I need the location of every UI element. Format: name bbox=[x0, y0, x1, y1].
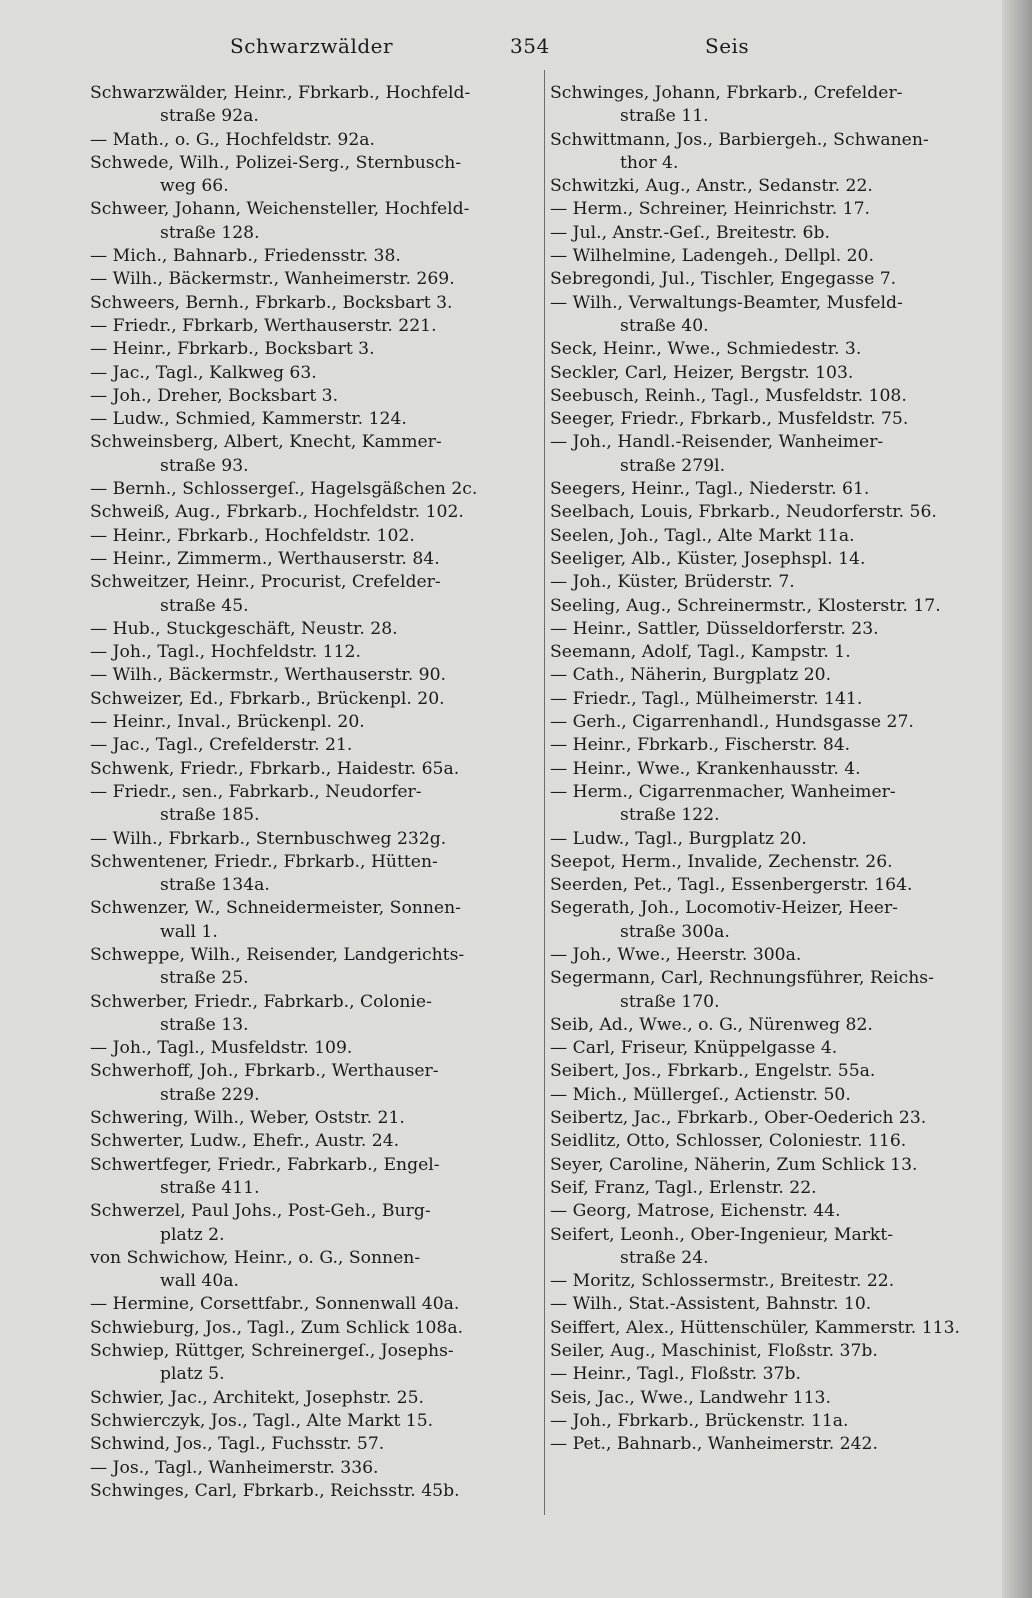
directory-entry-line: Schwede, Wilh., Polizei-Serg., Sternbusch- bbox=[90, 152, 462, 173]
directory-entry-line: Seis, Jac., Wwe., Landwehr 113. bbox=[550, 1387, 831, 1408]
directory-entry-line: — Joh., Tagl., Musfeldstr. 109. bbox=[90, 1038, 353, 1059]
directory-entry-line: — Joh., Fbrkarb., Brückenstr. 11a. bbox=[550, 1410, 849, 1431]
directory-entry-line: — Bernh., Schlossergeſ., Hagelsgäßchen 2c. bbox=[90, 479, 478, 500]
directory-entry-line: — Pet., Bahnarb., Wanheimerstr. 242. bbox=[550, 1434, 878, 1455]
directory-entry-line: — Friedr., Fbrkarb, Werthauserstr. 221. bbox=[90, 315, 437, 336]
directory-entry-line: Schwinges, Carl, Fbrkarb., Reichsstr. 45b. bbox=[90, 1480, 460, 1501]
directory-entry-line: — Gerh., Cigarrenhandl., Hundsgasse 27. bbox=[550, 712, 914, 733]
directory-entry-line: Seeliger, Alb., Küster, Josephspl. 14. bbox=[550, 548, 866, 569]
directory-entry-line: — Wilh., Bäckermstr., Werthauserstr. 90. bbox=[90, 665, 446, 686]
directory-entry-line: thor 4. bbox=[620, 152, 679, 173]
directory-entry-line: straße 13. bbox=[160, 1014, 249, 1035]
directory-entry-line: Seifert, Leonh., Ober-Ingenieur, Markt- bbox=[550, 1224, 894, 1245]
directory-entry-line: straße 122. bbox=[620, 805, 720, 826]
directory-entry-line: straße 92a. bbox=[160, 106, 259, 127]
directory-entry-line: Segermann, Carl, Rechnungsführer, Reichs- bbox=[550, 968, 934, 989]
directory-entry-line: straße 93. bbox=[160, 455, 249, 476]
directory-entry-line: Schweitzer, Heinr., Procurist, Crefelder- bbox=[90, 572, 441, 593]
directory-entry-line: Schwerber, Friedr., Fabrkarb., Colonie- bbox=[90, 991, 432, 1012]
directory-entry-line: Schwind, Jos., Tagl., Fuchsstr. 57. bbox=[90, 1434, 385, 1455]
directory-entry-line: — Ludw., Tagl., Burgplatz 20. bbox=[550, 828, 807, 849]
directory-entry-line: Seeger, Friedr., Fbrkarb., Musfeldstr. 75. bbox=[550, 409, 909, 430]
directory-entry-line: wall 1. bbox=[160, 921, 218, 942]
directory-entry-line: — Herm., Schreiner, Heinrichstr. 17. bbox=[550, 199, 871, 220]
directory-entry-line: — Ludw., Schmied, Kammerstr. 124. bbox=[90, 409, 407, 430]
directory-entry-line: — Mich., Müllergeſ., Actienstr. 50. bbox=[550, 1084, 851, 1105]
directory-entry-line: straße 185. bbox=[160, 805, 260, 826]
directory-entry-line: — Heinr., Fbrkarb., Bocksbart 3. bbox=[90, 339, 375, 360]
directory-entry-line: straße 25. bbox=[160, 968, 249, 989]
page-number: 354 bbox=[510, 34, 550, 58]
directory-entry-line: Seck, Heinr., Wwe., Schmiedestr. 3. bbox=[550, 339, 862, 360]
directory-entry-line: — Friedr., sen., Fabrkarb., Neudorfer- bbox=[90, 781, 422, 802]
directory-entry-line: straße 40. bbox=[620, 315, 709, 336]
directory-entry-line: — Georg, Matrose, Eichenstr. 44. bbox=[550, 1201, 841, 1222]
directory-entry-line: platz 2. bbox=[160, 1224, 225, 1245]
left-column bbox=[90, 82, 536, 1503]
directory-entry-line: Seelbach, Louis, Fbrkarb., Neudorferstr. 56. bbox=[550, 502, 937, 523]
directory-entry-line: Schwentener, Friedr., Fbrkarb., Hütten- bbox=[90, 851, 438, 872]
directory-entry-line: — Mich., Bahnarb., Friedensstr. 38. bbox=[90, 246, 401, 267]
directory-entry-line: von Schwichow, Heinr., o. G., Sonnen- bbox=[90, 1247, 421, 1268]
directory-entry-line: — Wilh., Verwaltungs-Beamter, Musfeld- bbox=[550, 292, 903, 313]
directory-entry-line: — Wilh., Fbrkarb., Sternbuschweg 232g. bbox=[90, 828, 447, 849]
directory-entry-line: Seemann, Adolf, Tagl., Kampstr. 1. bbox=[550, 642, 851, 663]
directory-entry-line: Seyer, Caroline, Näherin, Zum Schlick 13. bbox=[550, 1154, 918, 1175]
directory-entry-line: Schweiß, Aug., Fbrkarb., Hochfeldstr. 102. bbox=[90, 502, 464, 523]
directory-entry-line: — Heinr., Tagl., Floßstr. 37b. bbox=[550, 1364, 801, 1385]
directory-entry-line: Schwerter, Ludw., Ehefr., Austr. 24. bbox=[90, 1131, 400, 1152]
directory-entry-line: straße 170. bbox=[620, 991, 720, 1012]
directory-entry-line: — Math., o. G., Hochfeldstr. 92a. bbox=[90, 129, 375, 150]
directory-entry-line: straße 24. bbox=[620, 1247, 709, 1268]
directory-entry-line: — Wilhelmine, Ladengeh., Dellpl. 20. bbox=[550, 246, 874, 267]
directory-entry-line: Seegers, Heinr., Tagl., Niederstr. 61. bbox=[550, 479, 870, 500]
directory-entry-line: Seibertz, Jac., Fbrkarb., Ober-Oederich 23. bbox=[550, 1108, 927, 1129]
directory-entry-line: Schwittmann, Jos., Barbiergeh., Schwanen- bbox=[550, 129, 929, 150]
directory-entry-line: wall 40a. bbox=[160, 1271, 239, 1292]
directory-entry-line: Seckler, Carl, Heizer, Bergstr. 103. bbox=[550, 362, 854, 383]
directory-entry-line: Schweizer, Ed., Fbrkarb., Brückenpl. 20. bbox=[90, 688, 445, 709]
directory-entry-line: Segerath, Joh., Locomotiv-Heizer, Heer- bbox=[550, 898, 898, 919]
directory-entry-line: Seebusch, Reinh., Tagl., Musfeldstr. 108. bbox=[550, 385, 907, 406]
directory-entry-line: — Heinr., Fbrkarb., Hochfeldstr. 102. bbox=[90, 525, 415, 546]
directory-entry-line: Seepot, Herm., Invalide, Zechenstr. 26. bbox=[550, 851, 893, 872]
directory-entry-line: Seibert, Jos., Fbrkarb., Engelstr. 55a. bbox=[550, 1061, 876, 1082]
directory-entry-line: Schweer, Johann, Weichensteller, Hochfeld- bbox=[90, 199, 470, 220]
directory-entry-line: — Hub., Stuckgeschäft, Neustr. 28. bbox=[90, 618, 398, 639]
directory-entry-line: Schwarzwälder, Heinr., Fbrkarb., Hochfeld- bbox=[90, 83, 471, 103]
directory-entry-line: — Joh., Küster, Brüderstr. 7. bbox=[550, 572, 795, 593]
directory-entry-line: Schwiep, Rüttger, Schreinergeſ., Josephs- bbox=[90, 1341, 454, 1362]
directory-entry-line: straße 11. bbox=[620, 106, 709, 127]
directory-entry-line: straße 411. bbox=[160, 1177, 260, 1198]
directory-entry-line: — Carl, Friseur, Knüppelgasse 4. bbox=[550, 1038, 838, 1059]
directory-entry-line: Schwitzki, Aug., Anstr., Sedanstr. 22. bbox=[550, 176, 873, 197]
directory-entry-line: straße 279l. bbox=[620, 455, 726, 476]
directory-entry-line: — Herm., Cigarrenmacher, Wanheimer- bbox=[550, 781, 896, 802]
directory-entry-line: — Jos., Tagl., Wanheimerstr. 336. bbox=[90, 1457, 379, 1478]
directory-entry-line: Seidlitz, Otto, Schlosser, Coloniestr. 116. bbox=[550, 1131, 907, 1152]
directory-entry-line: Seelen, Joh., Tagl., Alte Markt 11a. bbox=[550, 525, 855, 546]
directory-entry-line: Schwenzer, W., Schneidermeister, Sonnen- bbox=[90, 898, 461, 919]
directory-entry-line: — Hermine, Corsettfabr., Sonnenwall 40a. bbox=[90, 1294, 460, 1315]
directory-entry-line: Schwier, Jac., Architekt, Josephstr. 25. bbox=[90, 1387, 425, 1408]
directory-entry-line: — Jac., Tagl., Kalkweg 63. bbox=[90, 362, 317, 383]
directory-entry-line: Schwerhoff, Joh., Fbrkarb., Werthauser- bbox=[90, 1061, 439, 1082]
column-divider bbox=[544, 70, 545, 1515]
directory-entry-line: Sebregondi, Jul., Tischler, Engegasse 7. bbox=[550, 269, 897, 290]
directory-entry-line: — Joh., Dreher, Bocksbart 3. bbox=[90, 385, 339, 406]
directory-entry-line: weg 66. bbox=[160, 176, 229, 197]
directory-entry-line: straße 134a. bbox=[160, 875, 270, 896]
right-column bbox=[550, 82, 970, 1457]
directory-entry-line: — Heinr., Wwe., Krankenhausstr. 4. bbox=[550, 758, 861, 779]
directory-entry-line: Schwerzel, Paul Johs., Post-Geh., Burg- bbox=[90, 1201, 431, 1222]
directory-entry-line: straße 300a. bbox=[620, 921, 730, 942]
directory-entry-line: straße 229. bbox=[160, 1084, 260, 1105]
directory-entry-line: platz 5. bbox=[160, 1364, 225, 1385]
directory-entry-line: — Heinr., Fbrkarb., Fischerstr. 84. bbox=[550, 735, 851, 756]
directory-entry-line: — Moritz, Schlossermstr., Breitestr. 22. bbox=[550, 1271, 895, 1292]
page-header bbox=[90, 34, 970, 64]
directory-entry-line: Seif, Franz, Tagl., Erlenstr. 22. bbox=[550, 1177, 817, 1198]
directory-entry-line: straße 45. bbox=[160, 595, 249, 616]
directory-entry-line: Schwierczyk, Jos., Tagl., Alte Markt 15. bbox=[90, 1410, 434, 1431]
directory-entry-line: — Heinr., Sattler, Düsseldorferstr. 23. bbox=[550, 618, 879, 639]
directory-entry-line: — Wilh., Stat.-Assistent, Bahnstr. 10. bbox=[550, 1294, 872, 1315]
directory-entry-line: Schweppe, Wilh., Reisender, Landgerichts- bbox=[90, 944, 465, 965]
directory-entry-line: Schwertfeger, Friedr., Fabrkarb., Engel- bbox=[90, 1154, 440, 1175]
header-first-name: Schwarzwälder bbox=[230, 34, 394, 58]
directory-entry-line: Schwenk, Friedr., Fbrkarb., Haidestr. 65a. bbox=[90, 758, 460, 779]
directory-entry-line: Seerden, Pet., Tagl., Essenbergerstr. 164. bbox=[550, 875, 913, 896]
directory-entry-line: Schweinsberg, Albert, Knecht, Kammer- bbox=[90, 432, 442, 453]
directory-entry-line: Schweers, Bernh., Fbrkarb., Bocksbart 3. bbox=[90, 292, 453, 313]
directory-entry-line: Seiler, Aug., Maschinist, Floßstr. 37b. bbox=[550, 1341, 878, 1362]
directory-entry-line: — Heinr., Zimmerm., Werthauserstr. 84. bbox=[90, 548, 440, 569]
directory-entry-line: — Heinr., Inval., Brückenpl. 20. bbox=[90, 712, 365, 733]
directory-entry-line: Schwering, Wilh., Weber, Oststr. 21. bbox=[90, 1108, 405, 1129]
directory-entry-line: — Cath., Näherin, Burgplatz 20. bbox=[550, 665, 832, 686]
directory-entry-line: Schwinges, Johann, Fbrkarb., Crefelder- bbox=[550, 83, 903, 103]
directory-entry-line: Seiffert, Alex., Hüttenschüler, Kammerstr. 113. bbox=[550, 1317, 960, 1338]
directory-entry-line: — Joh., Handl.-Reisender, Wanheimer- bbox=[550, 432, 884, 453]
directory-entry-line: — Wilh., Bäckermstr., Wanheimerstr. 269. bbox=[90, 269, 455, 290]
directory-entry-line: Seib, Ad., Wwe., o. G., Nürenweg 82. bbox=[550, 1014, 873, 1035]
directory-entry-line: Seeling, Aug., Schreinermstr., Klosterstr. 17. bbox=[550, 595, 941, 616]
directory-entry-line: Schwieburg, Jos., Tagl., Zum Schlick 108a. bbox=[90, 1317, 464, 1338]
directory-entry-line: — Joh., Tagl., Hochfeldstr. 112. bbox=[90, 642, 361, 663]
directory-entry-line: — Friedr., Tagl., Mülheimerstr. 141. bbox=[550, 688, 863, 709]
header-last-name: Seis bbox=[705, 34, 750, 58]
directory-entry-line: — Joh., Wwe., Heerstr. 300a. bbox=[550, 944, 802, 965]
directory-entry-line: — Jul., Anstr.-Geſ., Breitestr. 6b. bbox=[550, 222, 830, 243]
directory-entry-line: — Jac., Tagl., Crefelderstr. 21. bbox=[90, 735, 353, 756]
directory-entry-line: straße 128. bbox=[160, 222, 260, 243]
